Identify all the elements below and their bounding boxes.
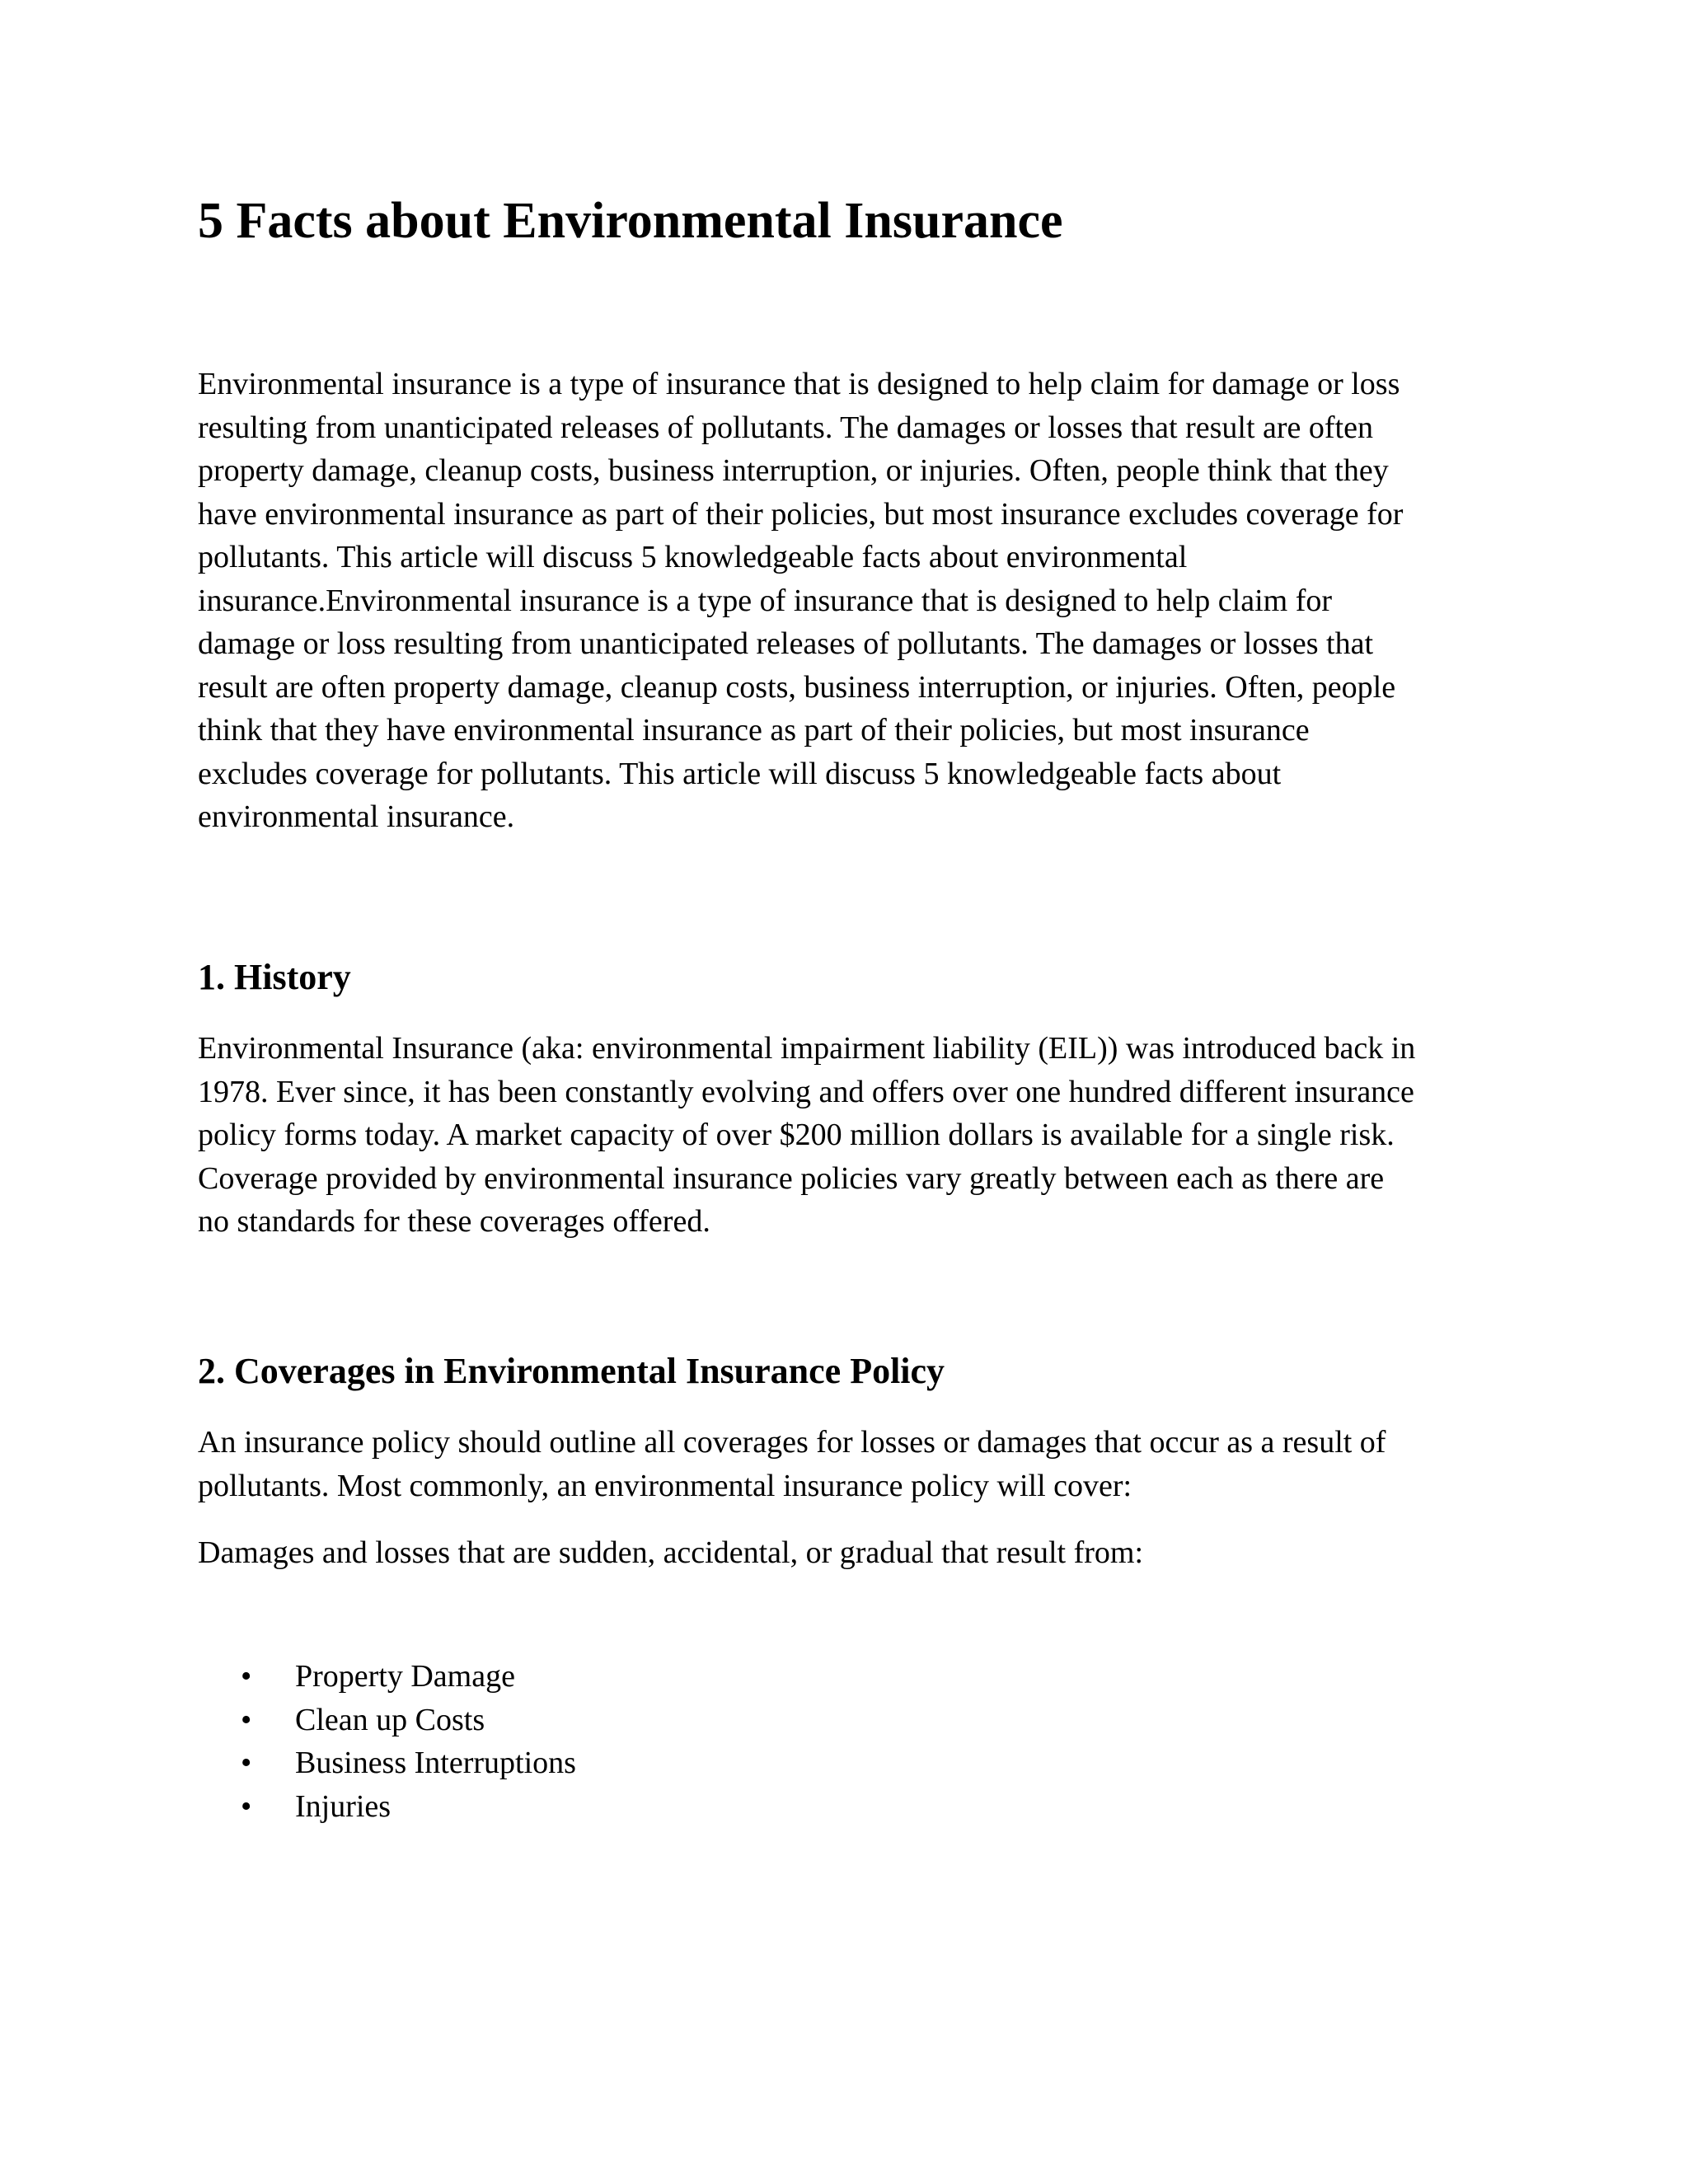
list-item: [198, 1699, 576, 1742]
bullet-icon: •: [241, 1746, 252, 1780]
list-item-label: Business Interruptions: [295, 1746, 576, 1780]
paragraph-line: policy forms today. A market capacity of over $200 million dollars is available for a single risk.: [198, 1118, 1395, 1152]
paragraph-line: no standards for these coverages offered.: [198, 1204, 710, 1239]
list-item-label: Property Damage: [295, 1659, 515, 1694]
intro-line: damage or loss resulting from unanticipated releases of pollutants. The damages or losses that: [198, 626, 1374, 661]
list-item: [198, 1655, 576, 1699]
intro-line: excludes coverage for pollutants. This article will discuss 5 knowledgeable facts about: [198, 756, 1282, 791]
bullet-icon: •: [241, 1788, 252, 1824]
list-item: [198, 1741, 576, 1785]
paragraph-line: pollutants. Most commonly, an environmental insurance policy will cover:: [198, 1468, 1132, 1503]
list-item-label: Clean up Costs: [295, 1702, 485, 1737]
intro-line: environmental insurance.: [198, 799, 515, 834]
intro-line: result are often property damage, cleanup costs, business interruption, or injuries. Often, people: [198, 669, 1396, 705]
intro-paragraph: [198, 363, 1500, 839]
coverages-lead-paragraph: [198, 1531, 1500, 1575]
paragraph-line: Damages and losses that are sudden, accidental, or gradual that result from:: [198, 1535, 1143, 1570]
list-item: [198, 1785, 576, 1829]
bullet-icon: •: [241, 1659, 252, 1694]
list-item-label: Injuries: [295, 1788, 392, 1824]
intro-line: Environmental insurance is a type of insurance that is designed to help claim for damage or loss: [198, 367, 1400, 401]
intro-line: have environmental insurance as part of their policies, but most insurance excludes coverage for: [198, 496, 1404, 532]
coverage-bullet-list: [198, 1655, 576, 1828]
paragraph-line: Environmental Insurance (aka: environmental impairment liability (EIL)) was introduced back in: [198, 1031, 1416, 1066]
intro-line: think that they have environmental insurance as part of their policies, but most insurance: [198, 713, 1310, 748]
coverages-paragraph: [198, 1421, 1500, 1507]
paragraph-line: Coverage provided by environmental insurance policies vary greatly between each as there are: [198, 1160, 1385, 1196]
bullet-icon: •: [241, 1702, 252, 1737]
intro-line: resulting from unanticipated releases of pollutants. The damages or losses that result are often: [198, 410, 1373, 445]
section-heading-history: 1. History: [198, 957, 351, 997]
paragraph-line: An insurance policy should outline all coverages for losses or damages that occur as a result of: [198, 1425, 1386, 1460]
document-title: 5 Facts about Environmental Insurance: [198, 193, 1063, 249]
intro-line: property damage, cleanup costs, business interruption, or injuries. Often, people think that they: [198, 453, 1389, 488]
intro-line: insurance.Environmental insurance is a type of insurance that is designed to help claim for: [198, 583, 1333, 618]
intro-line: pollutants. This article will discuss 5 knowledgeable facts about environmental: [198, 540, 1188, 574]
paragraph-line: 1978. Ever since, it has been constantly evolving and offers over one hundred different insurance: [198, 1074, 1414, 1109]
section-heading-coverages: 2. Coverages in Environmental Insurance Policy: [198, 1351, 945, 1391]
history-paragraph: [198, 1027, 1500, 1244]
